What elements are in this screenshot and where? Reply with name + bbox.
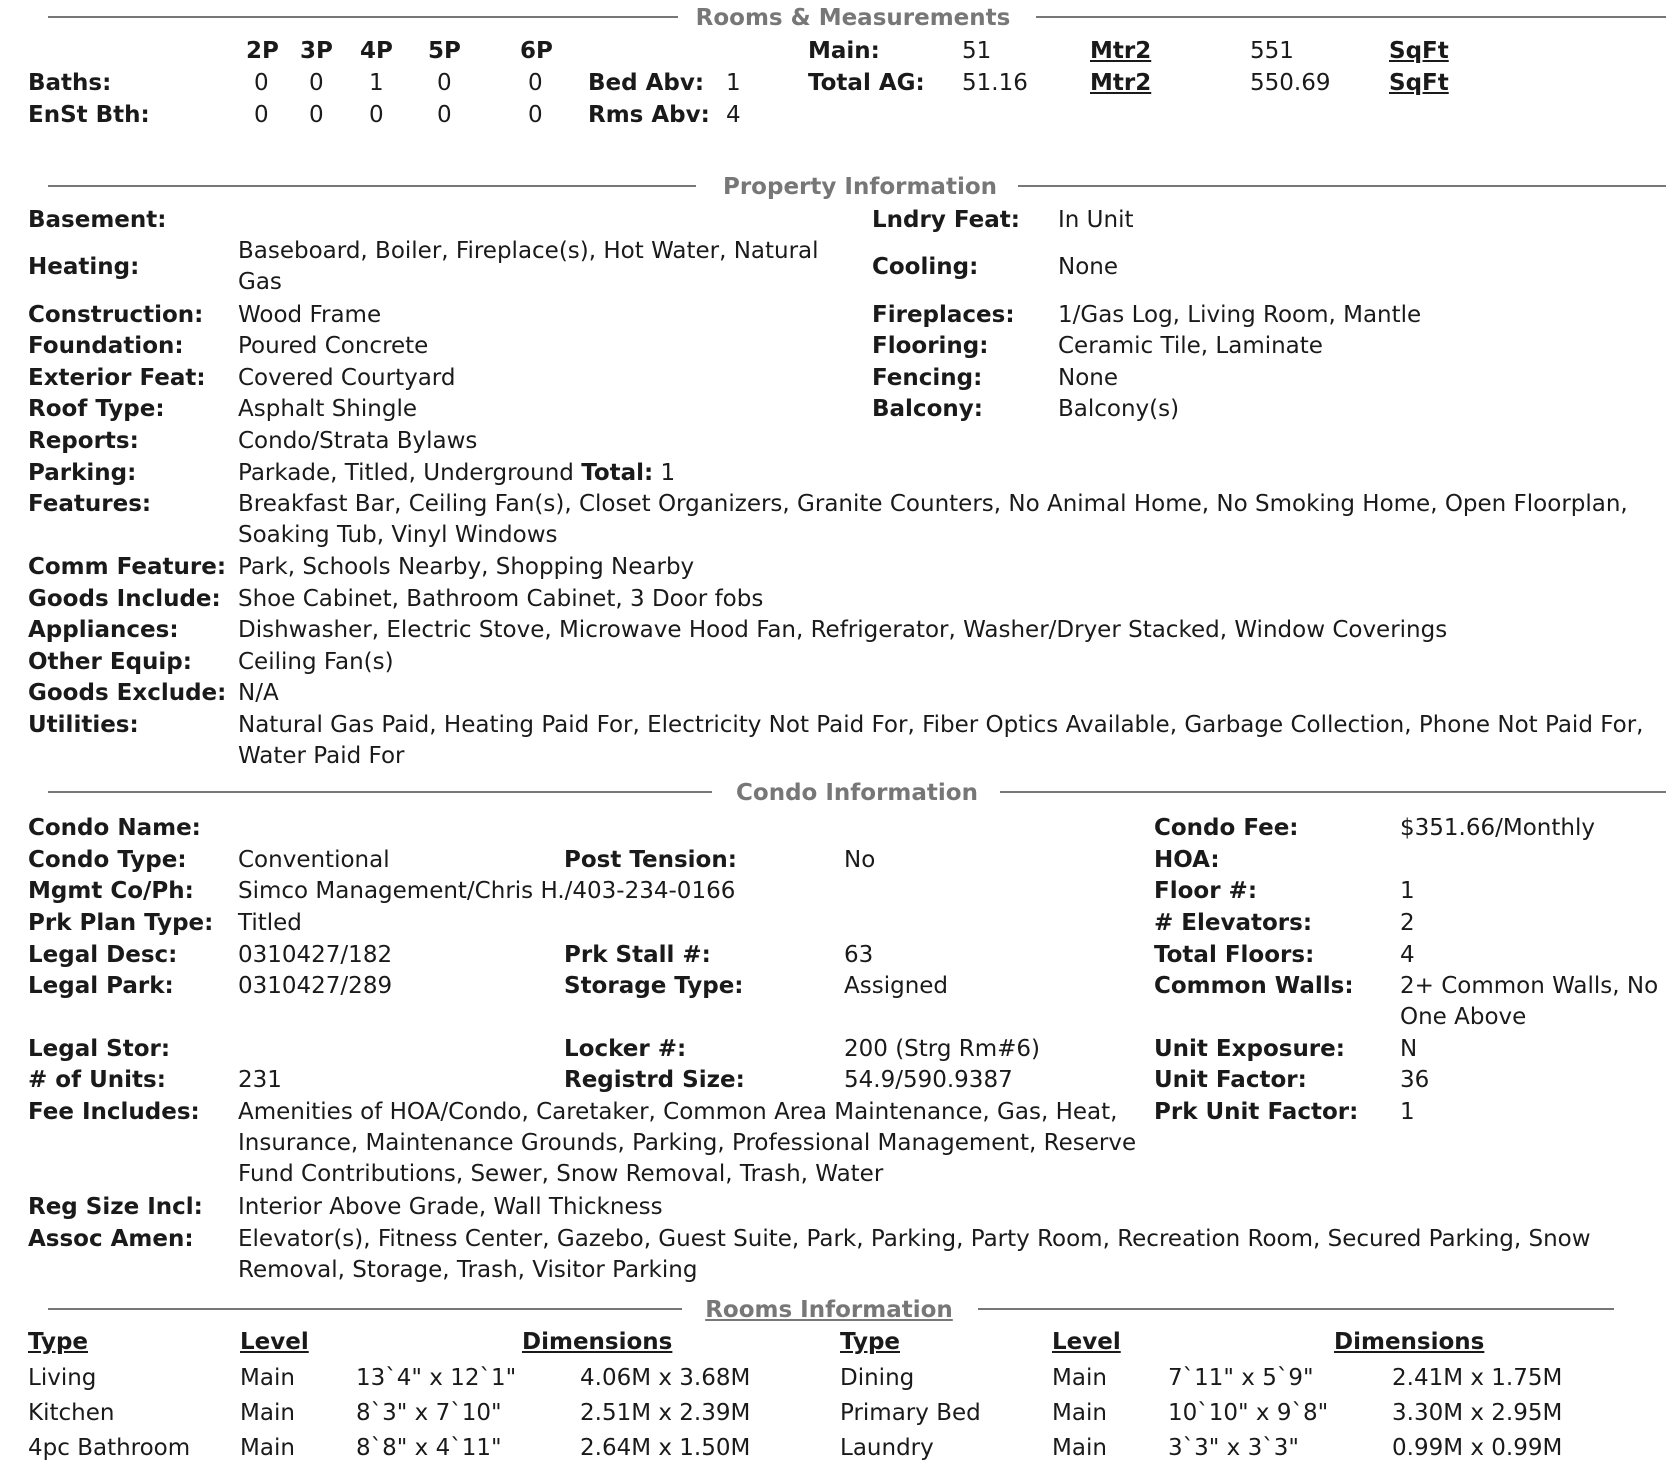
room-type: Primary Bed (840, 1400, 981, 1426)
features-label: Features: (28, 491, 152, 517)
main-area-label: Main: (808, 38, 880, 64)
bath-col-4p: 4P (360, 38, 393, 64)
goods-exclude-value: N/A (238, 680, 279, 706)
flooring-value: Ceramic Tile, Laminate (1058, 333, 1323, 359)
rms-abv-value: 4 (726, 102, 741, 128)
condo-fee-label: Condo Fee: (1154, 815, 1299, 841)
construction-label: Construction: (28, 302, 204, 328)
room-dims-metric: 2.51M x 2.39M (580, 1400, 751, 1426)
heating-label: Heating: (28, 254, 140, 280)
bath-col-2p: 2P (246, 38, 279, 64)
section-divider (1018, 185, 1666, 187)
section-divider (48, 791, 712, 793)
room-dims-metric: 4.06M x 3.68M (580, 1365, 751, 1391)
baths-5p: 0 (437, 70, 452, 96)
bath-col-5p: 5P (428, 38, 461, 64)
assoc-amen-label: Assoc Amen: (28, 1226, 194, 1252)
section-divider (1000, 791, 1666, 793)
total-ag-sqft-unit-link[interactable]: SqFt (1389, 70, 1449, 96)
goods-include-label: Goods Include: (28, 586, 221, 612)
locker-label: Locker #: (564, 1036, 687, 1062)
fencing-value: None (1058, 365, 1119, 391)
room-dims-imperial: 13`4" x 12`1" (356, 1365, 517, 1391)
mgmt-label: Mgmt Co/Ph: (28, 878, 194, 904)
rooms-header-type-left: Type (28, 1329, 89, 1355)
foundation-value: Poured Concrete (238, 333, 429, 359)
section-title-property-information: Property Information (722, 174, 998, 200)
total-ag-label: Total AG: (808, 70, 925, 96)
heating-value: Baseboard, Boiler, Fireplace(s), Hot Water, Natural Gas (238, 238, 819, 295)
baths-6p: 0 (528, 70, 543, 96)
section-divider (978, 1308, 1614, 1310)
parking-value (238, 458, 675, 489)
hoa-label: HOA: (1154, 847, 1220, 873)
room-dims-imperial: 3`3" x 3`3" (1168, 1435, 1299, 1461)
storage-type-label: Storage Type: (564, 973, 744, 999)
condo-type-value: Conventional (238, 847, 390, 873)
room-level: Main (1052, 1400, 1107, 1426)
goods-include-value: Shoe Cabinet, Bathroom Cabinet, 3 Door fobs (238, 586, 764, 612)
room-level: Main (1052, 1365, 1107, 1391)
room-type: Laundry (840, 1435, 934, 1461)
cooling-value: None (1058, 254, 1119, 280)
appliances-label: Appliances: (28, 617, 179, 643)
exterior-value: Covered Courtyard (238, 365, 456, 391)
assoc-amen-value: Elevator(s), Fitness Center, Gazebo, Guest Suite, Park, Parking, Party Room, Recreation Room, Secured Parking, Snow Removal, Storage, Trash, Visitor Parking (238, 1226, 1591, 1283)
parking-total-label: Total: (581, 460, 654, 486)
roof-label: Roof Type: (28, 396, 165, 422)
condo-fee-value: $351.66/Monthly (1400, 815, 1595, 841)
lndry-label: Lndry Feat: (872, 207, 1020, 233)
prk-plan-value: Titled (238, 910, 302, 936)
condo-name-label: Condo Name: (28, 815, 201, 841)
goods-exclude-label: Goods Exclude: (28, 680, 227, 706)
flooring-label: Flooring: (872, 333, 989, 359)
exterior-label: Exterior Feat: (28, 365, 206, 391)
parking-total-value: 1 (660, 460, 676, 486)
mgmt-value: Simco Management/Chris H./403-234-0166 (238, 878, 736, 904)
parking-label: Parking: (28, 460, 137, 486)
fireplaces-label: Fireplaces: (872, 302, 1015, 328)
section-divider (48, 1308, 682, 1310)
section-title-condo-information: Condo Information (736, 780, 978, 806)
unit-factor-label: Unit Factor: (1154, 1067, 1307, 1093)
reports-label: Reports: (28, 428, 139, 454)
enst-label: EnSt Bth: (28, 102, 150, 128)
total-floors-value: 4 (1400, 942, 1415, 968)
other-equip-value: Ceiling Fan(s) (238, 649, 394, 675)
elevators-value: 2 (1400, 910, 1415, 936)
registrd-size-label: Registrd Size: (564, 1067, 745, 1093)
roof-value: Asphalt Shingle (238, 396, 417, 422)
room-level: Main (1052, 1435, 1107, 1461)
baths-4p: 1 (369, 70, 384, 96)
utilities-value: Natural Gas Paid, Heating Paid For, Electricity Not Paid For, Fiber Optics Available, Garbage Collection, Phone Not Paid For, Water Paid For (238, 712, 1644, 769)
room-dims-metric: 3.30M x 2.95M (1392, 1400, 1563, 1426)
unit-factor-value: 36 (1400, 1067, 1430, 1093)
elevators-label: # Elevators: (1154, 910, 1313, 936)
room-dims-imperial: 7`11" x 5`9" (1168, 1365, 1314, 1391)
legal-park-value: 0310427/289 (238, 973, 393, 999)
baths-2p: 0 (254, 70, 269, 96)
room-dims-imperial: 10`10" x 9`8" (1168, 1400, 1329, 1426)
baths-label: Baths: (28, 70, 112, 96)
foundation-label: Foundation: (28, 333, 184, 359)
bath-col-3p: 3P (300, 38, 333, 64)
room-type: Kitchen (28, 1400, 115, 1426)
rooms-header-level-right: Level (1052, 1329, 1121, 1355)
total-ag-m2-unit-link[interactable]: Mtr2 (1090, 70, 1152, 96)
room-type: Dining (840, 1365, 915, 1391)
room-level: Main (240, 1435, 295, 1461)
total-floors-label: Total Floors: (1154, 942, 1315, 968)
balcony-label: Balcony: (872, 396, 983, 422)
section-divider (48, 16, 678, 18)
reg-size-incl-value: Interior Above Grade, Wall Thickness (238, 1194, 663, 1220)
room-type: Living (28, 1365, 97, 1391)
prk-unit-factor-label: Prk Unit Factor: (1154, 1099, 1359, 1125)
fee-includes-value: Amenities of HOA/Condo, Caretaker, Common Area Maintenance, Gas, Heat, Insurance, Maintenance Grounds, Parking, Professional Management, Reserve Fund Contributions, Sewer, Snow Removal, Trash, Water (238, 1099, 1137, 1187)
storage-type-value: Assigned (844, 973, 949, 999)
fireplaces-value: 1/Gas Log, Living Room, Mantle (1058, 302, 1422, 328)
total-ag-m2: 51.16 (962, 70, 1028, 96)
units-label: # of Units: (28, 1067, 166, 1093)
rooms-header-level-left: Level (240, 1329, 309, 1355)
common-walls-label: Common Walls: (1154, 973, 1354, 999)
bed-abv-value: 1 (726, 70, 741, 96)
room-dims-metric: 2.41M x 1.75M (1392, 1365, 1563, 1391)
comm-feature-value: Park, Schools Nearby, Shopping Nearby (238, 554, 695, 580)
registrd-size-value: 54.9/590.9387 (844, 1067, 1013, 1093)
main-area-sqft-unit-link[interactable]: SqFt (1389, 38, 1449, 64)
section-title-rooms-measurements: Rooms & Measurements (695, 5, 1011, 31)
section-title-rooms-information[interactable]: Rooms Information (705, 1297, 953, 1323)
lndry-value: In Unit (1058, 207, 1134, 233)
common-walls-value: 2+ Common Walls, No One Above (1400, 973, 1659, 1030)
main-area-m2-unit-link[interactable]: Mtr2 (1090, 38, 1152, 64)
fee-includes-label: Fee Includes: (28, 1099, 200, 1125)
post-tension-value: No (844, 847, 876, 873)
condo-type-label: Condo Type: (28, 847, 187, 873)
room-dims-metric: 0.99M x 0.99M (1392, 1435, 1563, 1461)
enst-4p: 0 (369, 102, 384, 128)
reg-size-incl-label: Reg Size Incl: (28, 1194, 203, 1220)
unit-exposure-label: Unit Exposure: (1154, 1036, 1345, 1062)
baths-3p: 0 (309, 70, 324, 96)
cooling-label: Cooling: (872, 254, 979, 280)
balcony-value: Balcony(s) (1058, 396, 1180, 422)
units-value: 231 (238, 1067, 282, 1093)
total-ag-sqft: 550.69 (1250, 70, 1331, 96)
floor-value: 1 (1400, 878, 1415, 904)
rms-abv-label: Rms Abv: (588, 102, 710, 128)
enst-2p: 0 (254, 102, 269, 128)
room-dims-imperial: 8`3" x 7`10" (356, 1400, 502, 1426)
fencing-label: Fencing: (872, 365, 983, 391)
other-equip-label: Other Equip: (28, 649, 192, 675)
enst-5p: 0 (437, 102, 452, 128)
parking-types: Parkade, Titled, Underground (238, 460, 574, 486)
room-level: Main (240, 1365, 295, 1391)
bath-col-6p: 6P (520, 38, 553, 64)
main-area-m2: 51 (962, 38, 992, 64)
bed-abv-label: Bed Abv: (588, 70, 705, 96)
main-area-sqft: 551 (1250, 38, 1294, 64)
enst-3p: 0 (309, 102, 324, 128)
appliances-value: Dishwasher, Electric Stove, Microwave Hood Fan, Refrigerator, Washer/Dryer Stacked, Window Coverings (238, 617, 1448, 643)
prk-unit-factor-value: 1 (1400, 1099, 1415, 1125)
room-dims-imperial: 8`8" x 4`11" (356, 1435, 502, 1461)
prk-plan-label: Prk Plan Type: (28, 910, 214, 936)
section-divider (48, 185, 696, 187)
reports-value: Condo/Strata Bylaws (238, 428, 478, 454)
legal-desc-value: 0310427/182 (238, 942, 393, 968)
locker-value: 200 (Strg Rm#6) (844, 1036, 1041, 1062)
room-type: 4pc Bathroom (28, 1435, 191, 1461)
unit-exposure-value: N (1400, 1036, 1418, 1062)
legal-park-label: Legal Park: (28, 973, 174, 999)
section-divider (1036, 16, 1666, 18)
post-tension-label: Post Tension: (564, 847, 737, 873)
legal-desc-label: Legal Desc: (28, 942, 178, 968)
features-value: Breakfast Bar, Ceiling Fan(s), Closet Organizers, Granite Counters, No Animal Home, No Smoking Home, Open Floorplan, Soaking Tub, Vinyl Windows (238, 491, 1628, 548)
rooms-header-dims-left: Dimensions (522, 1329, 673, 1355)
basement-label: Basement: (28, 207, 167, 233)
utilities-label: Utilities: (28, 712, 139, 738)
comm-feature-label: Comm Feature: (28, 554, 227, 580)
legal-stor-label: Legal Stor: (28, 1036, 171, 1062)
prk-stall-label: Prk Stall #: (564, 942, 711, 968)
rooms-header-type-right: Type (840, 1329, 901, 1355)
floor-label: Floor #: (1154, 878, 1258, 904)
prk-stall-value: 63 (844, 942, 874, 968)
enst-6p: 0 (528, 102, 543, 128)
room-dims-metric: 2.64M x 1.50M (580, 1435, 751, 1461)
construction-value: Wood Frame (238, 302, 382, 328)
rooms-header-dims-right: Dimensions (1334, 1329, 1485, 1355)
room-level: Main (240, 1400, 295, 1426)
